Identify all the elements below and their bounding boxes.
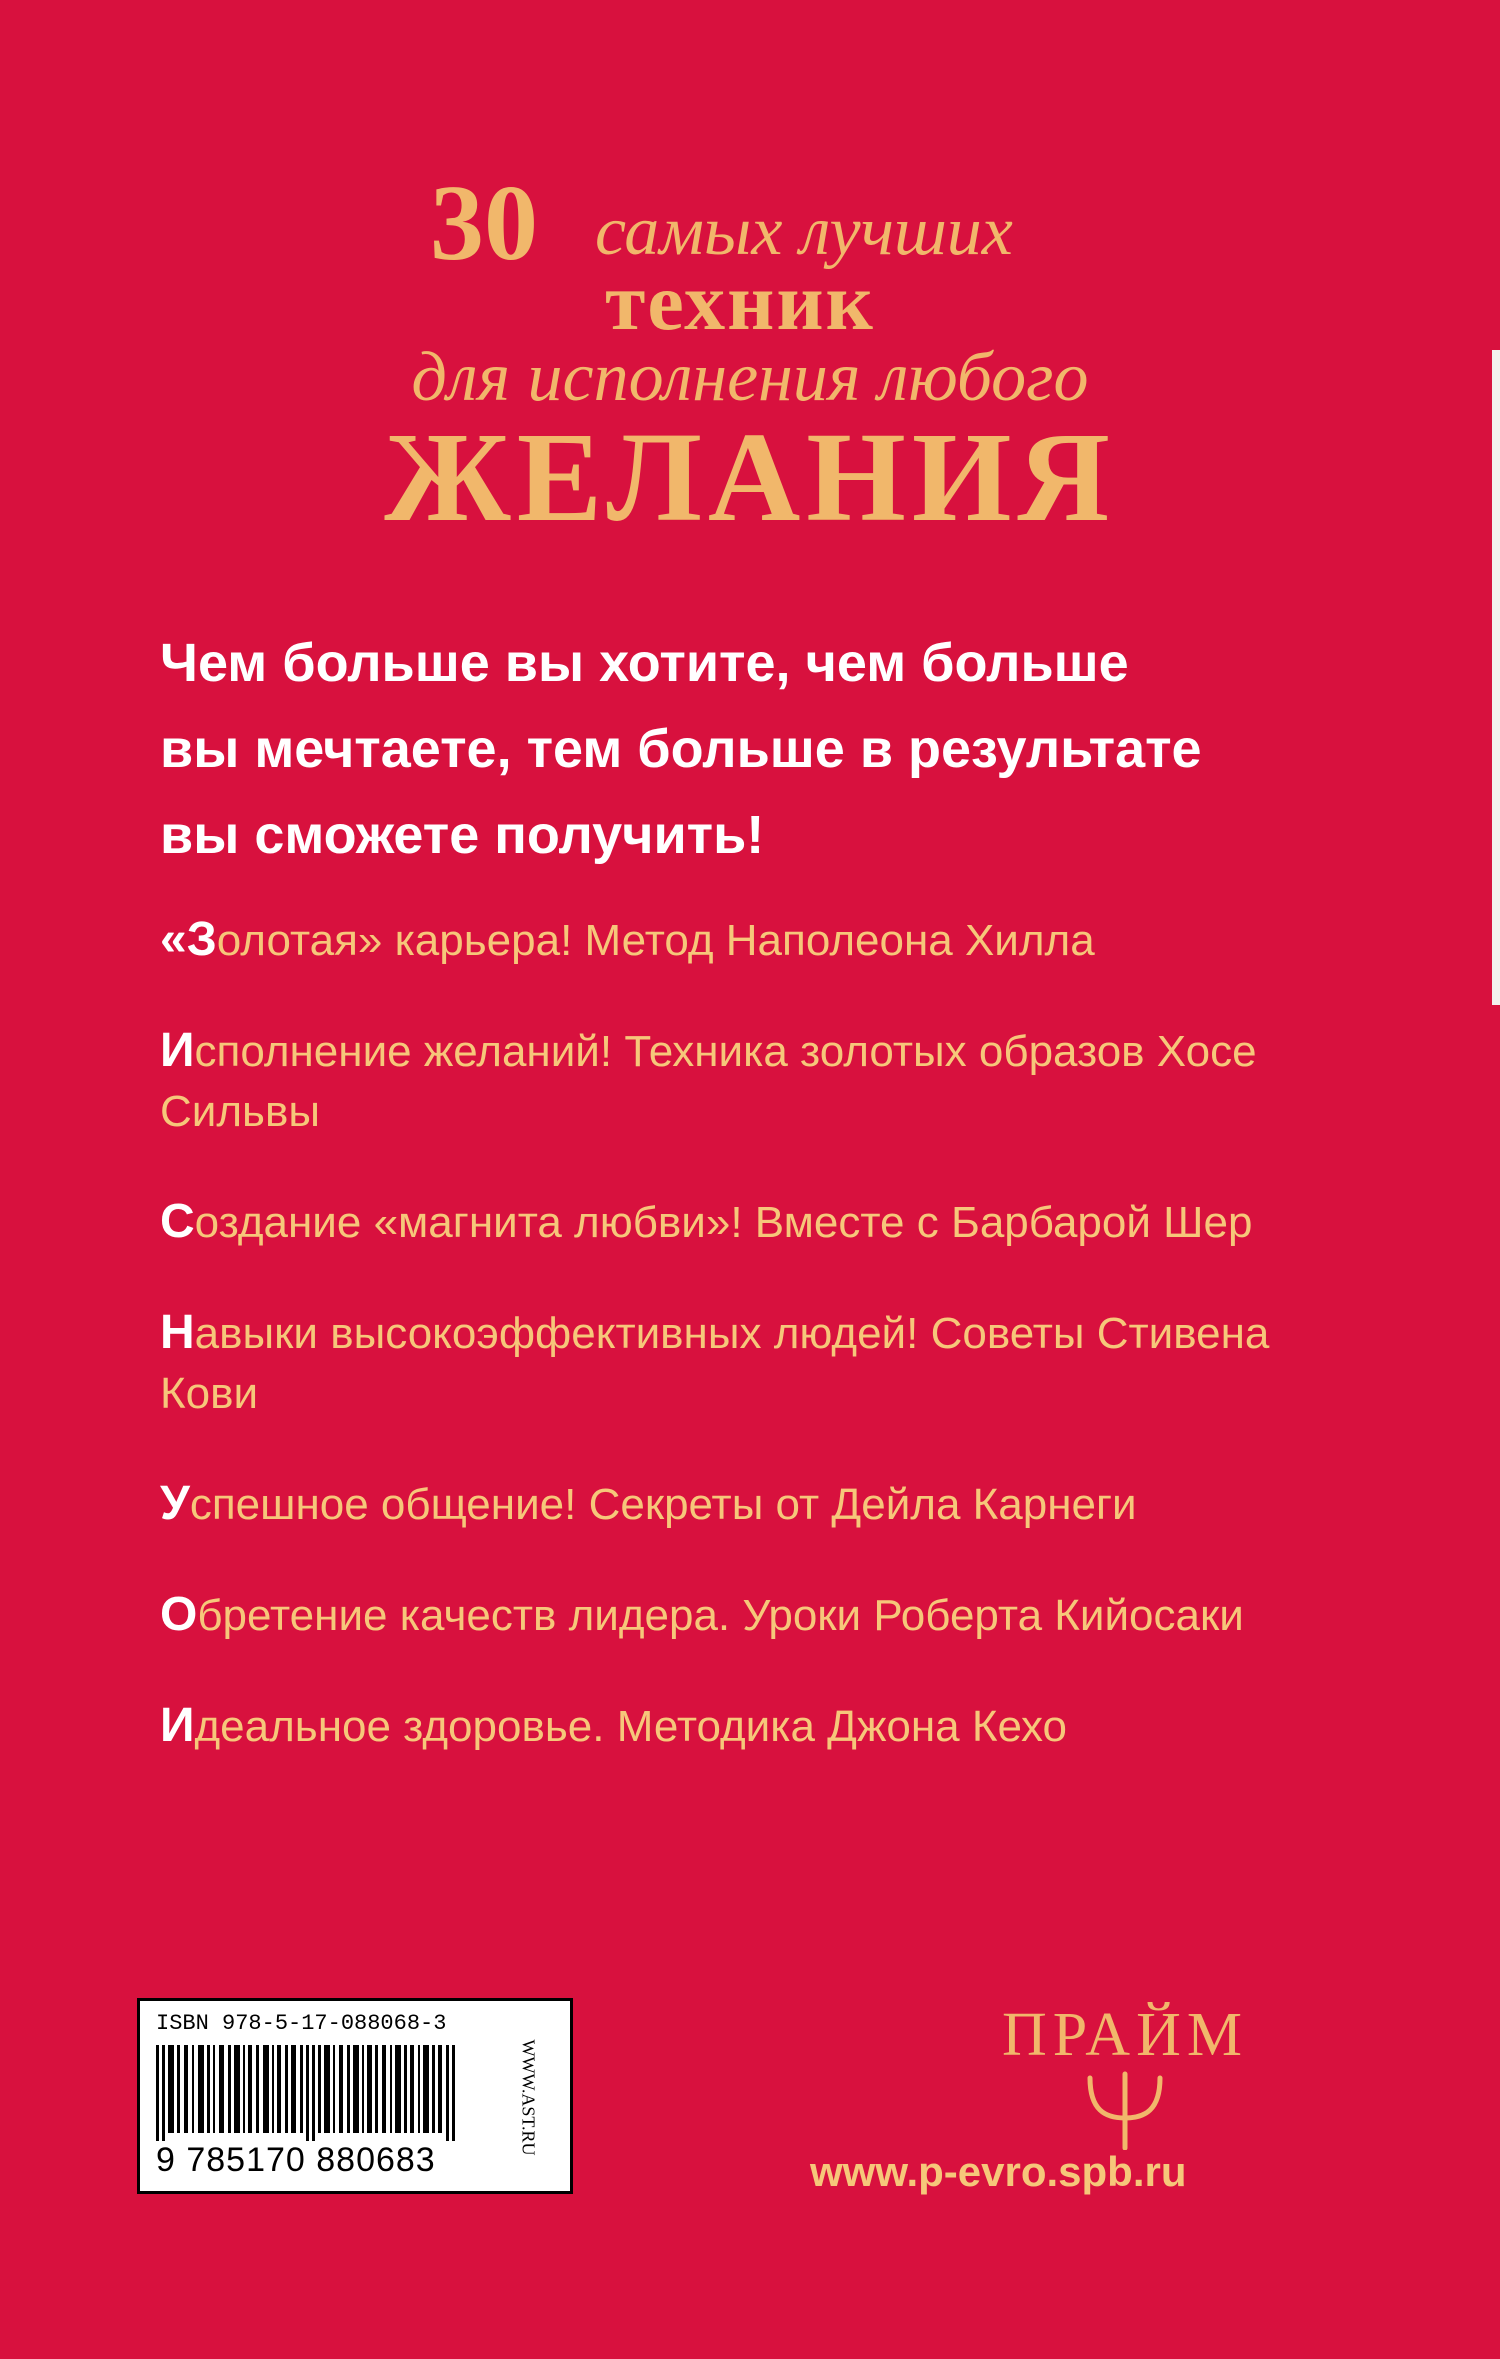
feature-item — [160, 1474, 1360, 1535]
feature-list — [160, 910, 1360, 1807]
publisher-url[interactable]: www.p-evro.spb.ru — [810, 2148, 1187, 2195]
publisher-name: ПРАЙМ — [1001, 2001, 1248, 2069]
feature-text: оздание «магнита любви»! Вместе с Барбарой Шер — [194, 1198, 1253, 1247]
feature-initial: И — [160, 1024, 195, 1077]
feature-initial: О — [160, 1588, 198, 1641]
feature-item — [160, 910, 1360, 971]
barcode-icon — [156, 2045, 496, 2141]
title-number: 30 — [430, 164, 538, 283]
feature-item — [160, 1696, 1360, 1757]
feature-initial: У — [160, 1477, 190, 1530]
title-line-3: для исполнения любого — [411, 339, 1089, 416]
title-main-word: ЖЕЛАНИЯ — [384, 406, 1116, 548]
isbn-label: ISBN 978-5-17-088068-3 — [156, 2011, 447, 2036]
intro-line-2: вы мечтаете, тем больше в результате — [160, 719, 1202, 779]
feature-initial: С — [160, 1195, 195, 1248]
title-line-2: техник — [605, 256, 875, 347]
feature-initial: И — [160, 1699, 195, 1752]
intro-paragraph — [160, 620, 1360, 878]
intro-line-1: Чем больше вы хотите, чем больше — [160, 633, 1129, 693]
feature-text: спешное общение! Секреты от Дейла Карнеги — [189, 1480, 1137, 1529]
feature-initial: Н — [160, 1306, 195, 1359]
psi-logo-icon — [1080, 2070, 1170, 2150]
intro-line-3: вы сможете получить! — [160, 805, 765, 865]
feature-item — [160, 1303, 1360, 1424]
feature-text: деальное здоровье. Методика Джона Кехо — [194, 1702, 1067, 1751]
feature-text: авыки высокоэффективных людей! Советы Стивена Кови — [160, 1309, 1270, 1418]
barcode-digits: 9 785170 880683 — [156, 2141, 436, 2179]
feature-initial: «З — [160, 913, 217, 966]
feature-item — [160, 1585, 1360, 1646]
feature-text: сполнение желаний! Техника золотых образов Хосе Сильвы — [160, 1027, 1257, 1136]
title-line-1: самых лучших — [595, 193, 1013, 270]
publisher-site-vertical: WWW.AST.RU — [518, 2039, 539, 2156]
feature-text: бретение качеств лидера. Уроки Роберта Кийосаки — [197, 1591, 1244, 1640]
feature-item — [160, 1021, 1360, 1142]
publisher-block — [915, 2000, 1335, 2150]
isbn-barcode-box — [137, 1998, 573, 2194]
feature-item — [160, 1192, 1360, 1253]
feature-text: олотая» карьера! Метод Наполеона Хилла — [216, 916, 1095, 965]
